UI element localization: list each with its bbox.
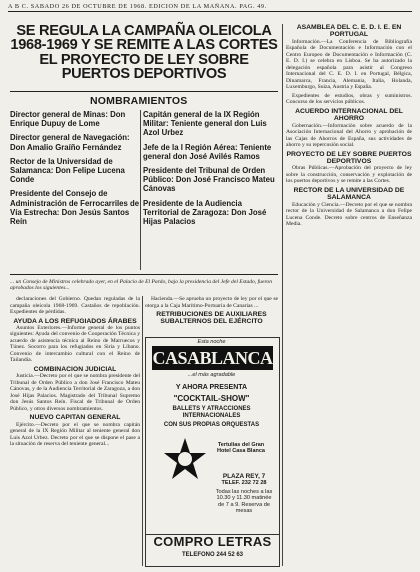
compro-title: COMPRO LETRAS (153, 534, 272, 549)
article-paragraph: Expedientes de estudios, obras y suministros. Concurso de los servicios públicos. (286, 92, 412, 106)
left-article (10, 296, 140, 450)
mid-article (145, 296, 278, 336)
caption: ... un Consejo de Ministros celebrado ayer, en el Palacio de El Pardo, bajo la presidencia del Jefe del Estado, fueron aprobados los siguientes... (10, 279, 273, 292)
appointments-col-2 (143, 110, 276, 231)
headline-rule (10, 91, 278, 92)
appointments-col-1 (10, 110, 140, 231)
main-headline: SE REGULA LA CAMPAÑA OLEICOLA 1968-1969 Y SE REMITE A LAS CORTES EL PROYECTO DE LEY SOBRE PUERTOS DEPORTIVOS (10, 23, 278, 83)
ad-line: Y AHORA PRESENTA (175, 384, 248, 391)
appointment-item: Capitán general de la IX Región Militar: Teniente general don Luis Azol Urbez (143, 110, 267, 138)
appointment-item: Director general de Minas: Don Enrique Dupuy de Lome (10, 110, 126, 129)
ad-line: CON SUS PROPIAS ORQUESTAS (163, 422, 260, 428)
compro-phone: TELEFONO 244 52 63 (181, 552, 244, 558)
article-paragraph: Asuntos Exteriores.—Informe general de los puntos siguientes: Ayuda del convenio de Cooperación Técnica y acuerdo de asistencia técnica al Reino de Marruecos y Túnez. Socorro para los refugiados en Siria y Líbano. Convenio de intercambio cultural con el Reino de Tailandia. (10, 324, 140, 364)
article-paragraph: Ejército.—Decreto por el que se nombra capitán general de la IX Región Militar al teniente general don Luis Azol Urbez. Decreto por el que se dispone el pase a la situación de reserva del teniente general... (10, 421, 140, 448)
subheading: PROYECTO DE LEY SOBRE PUERTOS DEPORTIVOS (286, 150, 412, 166)
caption-rule (10, 274, 278, 275)
article-paragraph: Educación y Ciencia.—Decreto por el que se nombra rector de la Universidad de Salamanca a don Felipe Lucena Conde. Decreto sobre centros de Enseñanza Media. (286, 201, 412, 228)
article-paragraph: Obras Públicas.—Aprobación del proyecto de ley sobre la construcción, conservación y explotación de los puertos deportivos y se remite a las Cortes. (286, 165, 412, 185)
ad-line: BALLETS Y ATRACCIONES INTERNACIONALES (172, 406, 251, 419)
article-paragraph: Información.—La Conferencia de Bibliografía Española de Documentación e Información con el Centro Europeo de Documentación e Información (C. E. D. I.) se celebra en Lisboa. Se ha autorizado la delegación española para asistir al Congreso Internacional del C. E. D. I. en Portugal, Bélgica, Dinamarca, Francia, Alemania, Italia, Holanda, Luxemburgo, Suiza, Austria y España. (286, 38, 412, 91)
article-paragraph: Hacienda.—Se aprueba un proyecto de ley por el que se otorga a la Caja Marítimo-Portuaria de Canarias ... (145, 296, 278, 309)
compro-ad (145, 533, 280, 567)
subheading: NUEVO CAPITAN GENERAL (29, 414, 121, 422)
appointment-item: Presidente del Consejo de Administración de Ferrocarriles de Vía Estrecha: Don Jesús Santos Reín (10, 189, 140, 227)
column-divider (282, 24, 283, 566)
ad-brand: CASABLANCA (152, 348, 273, 368)
ad-tagline: ...el más agradable (187, 372, 236, 378)
column-divider (140, 110, 141, 270)
subheading: AYUDA A LOS REFUGIADOS ÁRABES (13, 317, 137, 325)
article-paragraph: declaraciones del Gobierno. Quedan reguladas de la campaña oleícola 1968-1969. Castaños de repoblación. Expedientes de pérdidas. (10, 296, 140, 315)
appointment-item: Rector de la Universidad de Salamanca: Don Felipe Lucena Conde (10, 156, 125, 185)
ad-line: "COCKTAIL-SHOW" (173, 394, 250, 403)
article-paragraph: Gobernación.—Información sobre acuerdo de la Asociación Internacional del Ahorro y aprobación de las Cajas de Ahorros de España, sus actividades de ahorro y su repercusión social. (286, 122, 412, 149)
article-paragraph: Justicia.—Decreto por el que se nombra presidente del Tribunal de Orden Público a don José Francisco Mateu Cánovas, y de la Audiencia Territorial de Zaragoza, a don José Hijas Palacios. Magistrado del Tribunal Supremo don Jesús Santos Reín. Fiscal de Tribunal de Orden Público, y otros diversos nombramientos. (10, 373, 140, 412)
appointment-item: Jefe de la I Región Aérea: Teniente general don José Avilés Ramos (143, 142, 272, 161)
subheading: ACUERDO INTERNACIONAL DEL AHORRO (295, 107, 403, 123)
appointment-item: Director general de Navegación: Don Amalio Graíño Fernández (10, 133, 130, 152)
ad-info (214, 474, 274, 514)
star-icon (162, 436, 208, 482)
subheading: RETRIBUCIONES DE AUXILIARES SUBALTERNOS DEL EJÉRCITO (156, 311, 267, 326)
ad-plaza: PLAZA REY, 7 (222, 473, 266, 480)
appointment-item: Presidente de la Audiencia Territorial de Zaragoza: Don José Hijas Palacios (143, 198, 267, 227)
ad-tel: TELEF. 232 72 28 (221, 480, 267, 487)
ad-location: Tertulias del Gran Hotel Casa Blanca (217, 442, 265, 455)
subheading: COMBINACION JUDICIAL (33, 365, 117, 373)
right-article (286, 24, 412, 566)
column-divider (142, 296, 143, 566)
header-rule (8, 11, 412, 12)
ad-hours: Todas las noches a las 10.30 y 11.30 matinée de 7 a 9. Reserva de mesas (215, 488, 273, 515)
page-header: A B C. SABADO 26 DE OCTUBRE DE 1968. EDICION DE LA MAÑANA. PAG. 49. (8, 3, 267, 10)
subheading: RECTOR DE LA UNIVERSIDAD DE SALAMANCA (293, 186, 405, 202)
appointment-item: Presidente del Tribunal de Orden Público: Don José Francisco Mateu Cánovas (143, 166, 275, 194)
casablanca-ad (145, 337, 280, 535)
section-title: NOMBRAMIENTOS (90, 95, 188, 107)
ad-top: Esta noche (197, 339, 226, 345)
subheading: ASAMBLEA DEL C. E. D. I. E. EN PORTUGAL (296, 24, 402, 39)
